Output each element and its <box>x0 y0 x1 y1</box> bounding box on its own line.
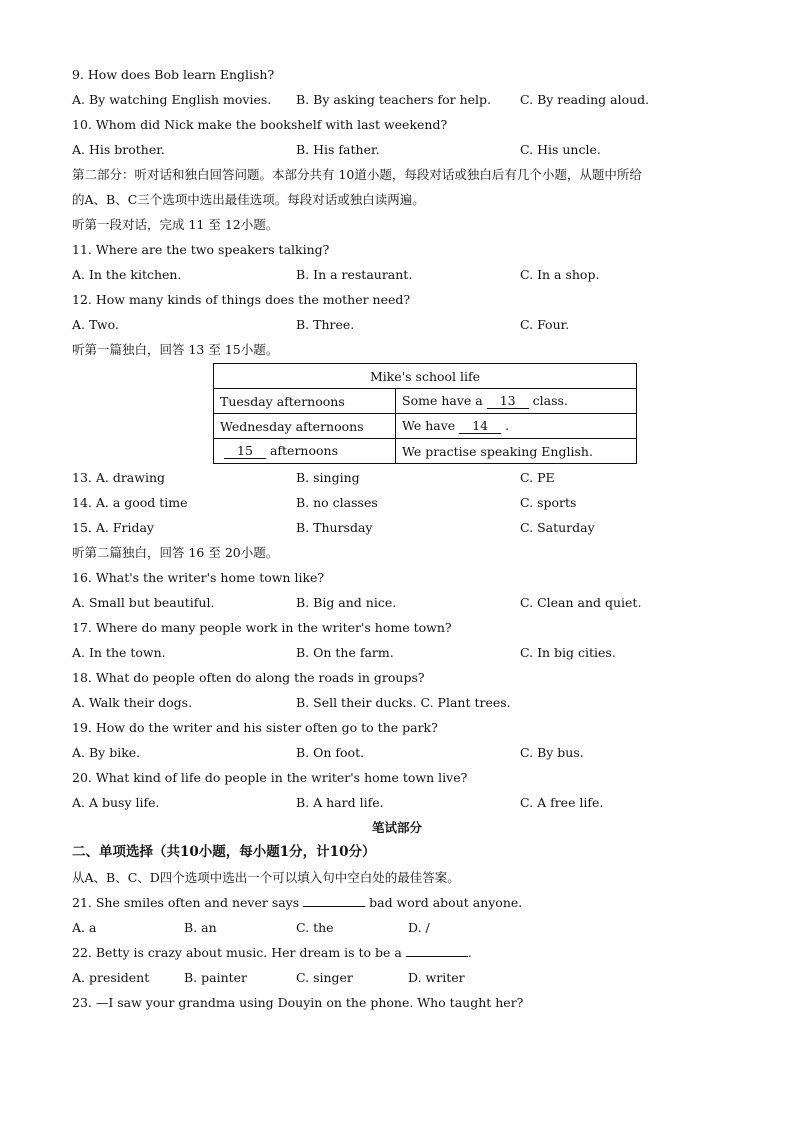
table-row <box>214 439 637 464</box>
option-a: A. a <box>72 920 97 935</box>
option-d: D. writer <box>408 970 465 985</box>
option-c: C. the <box>296 920 334 935</box>
question-10: 10. Whom did Nick make the bookshelf with last weekend? <box>72 117 448 132</box>
options-12 <box>72 312 722 337</box>
options-17 <box>72 640 722 665</box>
section-instruction: 从A、B、C、D四个选项中选出一个可以填入句中空白处的最佳答案。 <box>72 870 460 885</box>
option-c: C. Saturday <box>520 520 595 535</box>
options-13 <box>72 465 722 490</box>
option-b: B. Thursday <box>296 520 373 535</box>
question-16: 16. What's the writer's home town like? <box>72 570 325 585</box>
table-cell: 15 afternoons <box>214 439 396 464</box>
option-c: C. His uncle. <box>520 142 601 157</box>
option-a: 14. A. a good time <box>72 495 188 510</box>
option-a: A. Walk their dogs. <box>72 695 193 710</box>
part2-intro-line2: 的A、B、C三个选项中选出最佳选项。每段对话或独白读两遍。 <box>72 192 425 207</box>
option-a: A. Small but beautiful. <box>72 595 215 610</box>
blank-21 <box>303 892 365 907</box>
options-20 <box>72 790 722 815</box>
blank-22 <box>406 942 468 957</box>
question-18: 18. What do people often do along the roads in groups? <box>72 670 425 685</box>
table-row <box>214 389 637 414</box>
part2-intro-line1: 第二部分：听对话和独白回答问题。本部分共有 10道小题，每段对话或独白后有几个小题，从题中所给 <box>72 167 642 182</box>
options-9 <box>72 87 722 112</box>
blank-14: 14 <box>459 419 501 434</box>
question-19: 19. How do the writer and his sister often go to the park? <box>72 720 438 735</box>
option-c: C. PE <box>520 470 555 485</box>
table-cell: Some have a 13 class. <box>396 389 637 414</box>
option-a: 13. A. drawing <box>72 470 166 485</box>
blank-13: 13 <box>487 394 529 409</box>
option-a: A. His brother. <box>72 142 165 157</box>
option-c: C. Clean and quiet. <box>520 595 642 610</box>
options-18 <box>72 690 722 715</box>
option-d: D. / <box>408 920 430 935</box>
option-b: B. Big and nice. <box>296 595 397 610</box>
options-11 <box>72 262 722 287</box>
option-c: C. By bus. <box>520 745 584 760</box>
option-c: C. sports <box>520 495 577 510</box>
option-a: A. By watching English movies. <box>72 92 272 107</box>
exam-page <box>72 62 722 1015</box>
option-b: B. painter <box>184 970 248 985</box>
options-19 <box>72 740 722 765</box>
question-23: 23. —I saw your grandma using Douyin on the phone. Who taught her? <box>72 995 524 1010</box>
question-20: 20. What kind of life do people in the writer's home town live? <box>72 770 468 785</box>
options-21 <box>72 915 722 940</box>
option-c: C. A free life. <box>520 795 604 810</box>
written-part-heading: 笔试部分 <box>371 820 422 835</box>
option-a: 15. A. Friday <box>72 520 154 535</box>
question-9: 9. How does Bob learn English? <box>72 67 275 82</box>
option-a: A. Two. <box>72 317 119 332</box>
question-22: 22. Betty is crazy about music. Her dream is to be a . <box>72 940 722 965</box>
options-10 <box>72 137 722 162</box>
section-heading: 二、单项选择（共10小题，每小题1分，计10分） <box>72 844 376 860</box>
question-12: 12. How many kinds of things does the mother need? <box>72 292 411 307</box>
dialogue1-instruction: 听第一段对话，完成 11 至 12小题。 <box>72 217 279 232</box>
options-22 <box>72 965 722 990</box>
option-a: A. A busy life. <box>72 795 160 810</box>
blank-15: 15 <box>224 444 266 459</box>
option-c: C. In a shop. <box>520 267 600 282</box>
monologue1-instruction: 听第一篇独白，回答 13 至 15小题。 <box>72 342 279 357</box>
option-b: B. In a restaurant. <box>296 267 413 282</box>
table-cell: We have 14 . <box>396 414 637 439</box>
option-c: C. By reading aloud. <box>520 92 650 107</box>
options-14 <box>72 490 722 515</box>
option-a: A. president <box>72 970 150 985</box>
option-a: A. In the kitchen. <box>72 267 182 282</box>
table-cell: Tuesday afternoons <box>214 389 396 414</box>
monologue2-instruction: 听第二篇独白，回答 16 至 20小题。 <box>72 545 279 560</box>
table-cell: Wednesday afternoons <box>214 414 396 439</box>
option-b: B. By asking teachers for help. <box>296 92 492 107</box>
option-a: A. By bike. <box>72 745 141 760</box>
option-b: B. His father. <box>296 142 380 157</box>
table-row <box>214 414 637 439</box>
question-21: 21. She smiles often and never says bad word about anyone. <box>72 890 722 915</box>
option-c: C. singer <box>296 970 353 985</box>
table-cell: We practise speaking English. <box>396 439 637 464</box>
option-b: B. Three. <box>296 317 355 332</box>
option-c: C. In big cities. <box>520 645 616 660</box>
option-b: B. On the farm. <box>296 645 394 660</box>
option-b: B. On foot. <box>296 745 365 760</box>
table-title: Mike's school life <box>214 364 637 389</box>
option-b: B. an <box>184 920 217 935</box>
option-b: B. no classes <box>296 495 378 510</box>
options-15 <box>72 515 722 540</box>
option-bc: B. Sell their ducks. C. Plant trees. <box>296 695 511 710</box>
question-11: 11. Where are the two speakers talking? <box>72 242 330 257</box>
school-life-table <box>213 363 637 464</box>
option-c: C. Four. <box>520 317 570 332</box>
option-b: B. singing <box>296 470 360 485</box>
option-a: A. In the town. <box>72 645 166 660</box>
option-b: B. A hard life. <box>296 795 384 810</box>
options-16 <box>72 590 722 615</box>
question-17: 17. Where do many people work in the writer's home town? <box>72 620 452 635</box>
